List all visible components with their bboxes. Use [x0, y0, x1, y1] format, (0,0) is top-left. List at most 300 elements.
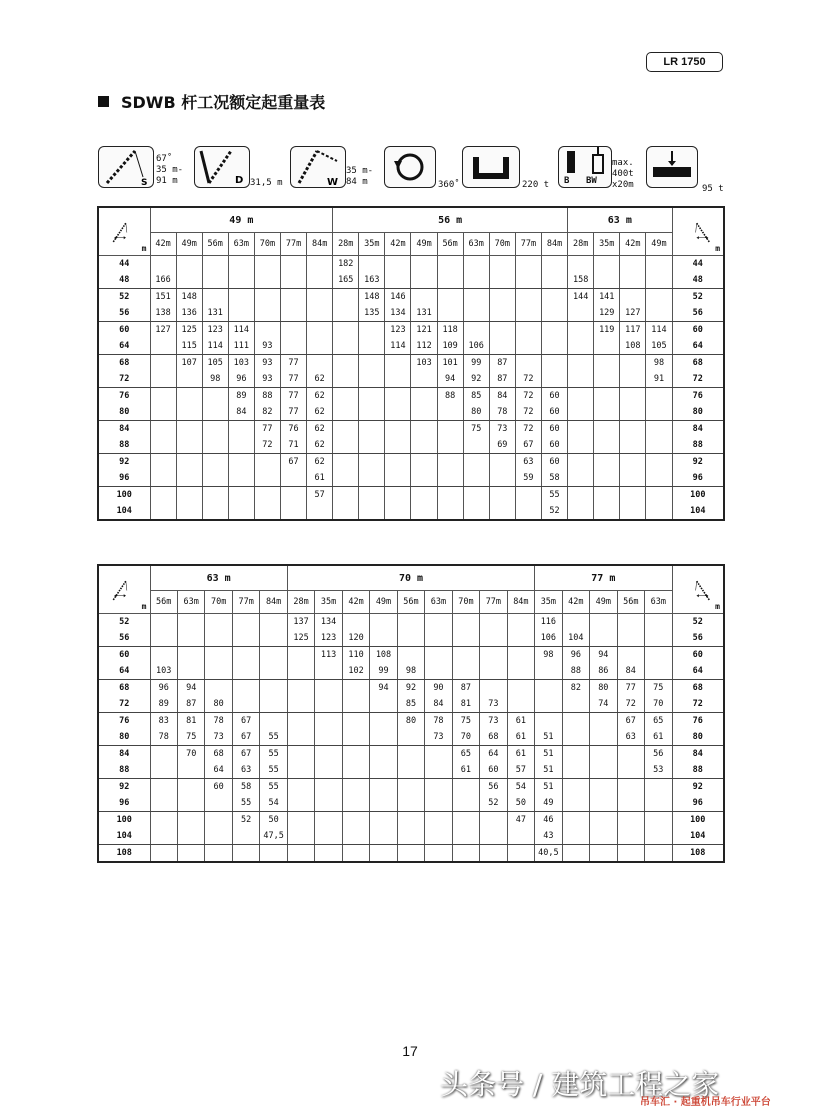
svg-text:S: S — [141, 178, 148, 187]
load-cell — [620, 272, 646, 289]
load-cell: 60 — [541, 437, 567, 454]
load-cell — [562, 845, 589, 863]
jib-length-header — [98, 233, 724, 256]
load-cell — [370, 614, 397, 631]
load-cell — [620, 256, 646, 273]
load-cell — [315, 729, 342, 746]
load-cell: 80 — [590, 680, 617, 697]
radius-label: 96 — [98, 470, 150, 487]
load-cell: 114 — [228, 322, 254, 339]
load-cell: 109 — [437, 338, 463, 355]
load-cell — [280, 487, 306, 504]
load-cell: 47,5 — [260, 828, 287, 845]
load-cell — [645, 630, 672, 647]
load-cell — [437, 289, 463, 306]
load-cell — [411, 404, 437, 421]
load-cell — [177, 845, 204, 863]
load-cell — [333, 289, 359, 306]
load-cell: 73 — [480, 696, 507, 713]
radius-label: 100 — [672, 487, 724, 504]
load-cell — [620, 487, 646, 504]
jib-length-col: 77m — [280, 233, 306, 256]
load-cell: 70 — [177, 746, 204, 763]
ballast-bw-label: BW — [586, 176, 597, 186]
load-cell — [333, 355, 359, 372]
load-cell — [437, 487, 463, 504]
load-cell: 72 — [515, 371, 541, 388]
load-cell — [260, 663, 287, 680]
radius-label: 104 — [98, 503, 150, 520]
load-cell: 146 — [385, 289, 411, 306]
load-cell — [463, 487, 489, 504]
load-cell — [397, 762, 424, 779]
load-cell — [568, 421, 594, 438]
load-cell — [507, 647, 535, 664]
load-cell — [150, 355, 176, 372]
load-cell — [646, 272, 672, 289]
radius-label: 60 — [98, 322, 150, 339]
load-cell — [617, 812, 644, 829]
load-cell — [594, 256, 620, 273]
load-cell — [205, 845, 232, 863]
load-cell: 114 — [385, 338, 411, 355]
jib-length-col: 70m — [205, 591, 232, 614]
load-cell: 158 — [568, 272, 594, 289]
load-cell — [176, 421, 202, 438]
load-cell — [452, 663, 479, 680]
load-cell — [620, 421, 646, 438]
load-cell — [594, 272, 620, 289]
load-cell: 125 — [287, 630, 314, 647]
load-cell: 99 — [370, 663, 397, 680]
slew-icon — [384, 146, 436, 188]
load-cell — [280, 503, 306, 520]
load-cell: 68 — [205, 746, 232, 763]
load-cell — [287, 680, 314, 697]
radius-label: 72 — [98, 371, 150, 388]
load-cell — [515, 305, 541, 322]
load-cell — [397, 614, 424, 631]
load-cell — [370, 812, 397, 829]
load-cell: 87 — [452, 680, 479, 697]
load-cell — [287, 828, 314, 845]
load-cell: 123 — [385, 322, 411, 339]
load-cell: 91 — [646, 371, 672, 388]
radius-label: 76 — [98, 713, 150, 730]
load-cell — [150, 795, 177, 812]
load-cell — [307, 256, 333, 273]
load-cell: 136 — [176, 305, 202, 322]
radius-label: 56 — [672, 630, 724, 647]
load-cell: 52 — [480, 795, 507, 812]
table-row — [98, 437, 724, 454]
jib-length-col: 84m — [541, 233, 567, 256]
load-cell — [590, 713, 617, 730]
load-cell — [411, 256, 437, 273]
unit-label: m — [141, 244, 147, 253]
load-cell — [150, 812, 177, 829]
radius-label: 76 — [98, 388, 150, 405]
load-cell: 87 — [489, 355, 515, 372]
load-cell — [620, 503, 646, 520]
load-cell — [342, 779, 369, 796]
boom-length-group: 63 m — [568, 207, 672, 233]
load-cell — [202, 272, 228, 289]
load-cell: 76 — [280, 421, 306, 438]
load-cell — [590, 614, 617, 631]
counterweight-icon — [462, 146, 520, 188]
load-cell — [620, 437, 646, 454]
load-cell — [437, 256, 463, 273]
load-cell — [397, 647, 424, 664]
load-cell — [411, 470, 437, 487]
table-row — [98, 762, 724, 779]
load-cell — [333, 371, 359, 388]
w-jib-icon — [290, 146, 346, 188]
load-cell — [568, 355, 594, 372]
load-cell: 51 — [535, 762, 562, 779]
load-cell: 89 — [150, 696, 177, 713]
load-cell: 83 — [150, 713, 177, 730]
load-cell — [228, 470, 254, 487]
d-derrick-icon — [194, 146, 250, 188]
jib-length-col: 63m — [228, 233, 254, 256]
load-cell: 67 — [515, 437, 541, 454]
load-cell — [176, 437, 202, 454]
load-cell: 134 — [385, 305, 411, 322]
load-cell: 55 — [232, 795, 259, 812]
load-cell — [411, 454, 437, 471]
load-cell: 73 — [205, 729, 232, 746]
load-cell — [452, 795, 479, 812]
load-cell: 67 — [280, 454, 306, 471]
load-cell — [590, 630, 617, 647]
load-cell — [515, 272, 541, 289]
load-cell — [385, 503, 411, 520]
load-cell — [385, 272, 411, 289]
load-cell — [425, 762, 452, 779]
load-cell: 64 — [480, 746, 507, 763]
load-cell — [425, 614, 452, 631]
jib-length-col: 28m — [287, 591, 314, 614]
radius-label: 52 — [98, 289, 150, 306]
load-cell — [307, 355, 333, 372]
load-cell — [315, 696, 342, 713]
table-row — [98, 503, 724, 520]
load-cell — [177, 762, 204, 779]
load-cell: 84 — [228, 404, 254, 421]
radius-label: 44 — [672, 256, 724, 273]
load-cell: 81 — [177, 713, 204, 730]
table-row — [98, 812, 724, 829]
radius-label: 52 — [672, 289, 724, 306]
load-cell: 92 — [463, 371, 489, 388]
radius-corner-icon — [672, 207, 724, 256]
load-cell — [176, 272, 202, 289]
load-cell — [177, 828, 204, 845]
load-cell — [315, 779, 342, 796]
load-cell — [385, 371, 411, 388]
page-title — [98, 90, 325, 113]
load-cell — [620, 371, 646, 388]
load-cell — [254, 503, 280, 520]
radius-label: 100 — [98, 487, 150, 504]
load-cell: 93 — [254, 355, 280, 372]
load-cell — [202, 421, 228, 438]
load-cell: 80 — [205, 696, 232, 713]
load-cell — [411, 289, 437, 306]
table-row — [98, 779, 724, 796]
load-cell: 103 — [150, 663, 177, 680]
load-cell — [333, 454, 359, 471]
load-cell — [228, 256, 254, 273]
load-cell — [228, 289, 254, 306]
load-cell — [150, 404, 176, 421]
load-cell — [385, 470, 411, 487]
load-cell — [176, 371, 202, 388]
load-table-1 — [97, 206, 725, 521]
svg-text:W: W — [327, 177, 339, 187]
load-cell — [590, 729, 617, 746]
load-cell — [515, 487, 541, 504]
load-cell: 96 — [562, 647, 589, 664]
load-cell — [260, 680, 287, 697]
load-cell: 78 — [489, 404, 515, 421]
load-cell — [176, 454, 202, 471]
load-cell — [150, 614, 177, 631]
load-cell: 102 — [342, 663, 369, 680]
load-cell — [463, 437, 489, 454]
boom-length-group: 77 m — [535, 565, 672, 591]
load-cell — [370, 630, 397, 647]
load-cell — [260, 713, 287, 730]
load-cell — [397, 729, 424, 746]
table-row — [98, 289, 724, 306]
radius-label: 104 — [672, 503, 724, 520]
load-cell: 84 — [425, 696, 452, 713]
load-cell: 119 — [594, 322, 620, 339]
load-cell — [562, 762, 589, 779]
load-cell — [568, 305, 594, 322]
table-row — [98, 470, 724, 487]
load-cell: 131 — [202, 305, 228, 322]
load-cell: 65 — [645, 713, 672, 730]
table-row — [98, 663, 724, 680]
radius-label: 68 — [672, 680, 724, 697]
load-cell: 67 — [232, 713, 259, 730]
radius-label: 72 — [98, 696, 150, 713]
table-row — [98, 647, 724, 664]
load-cell — [489, 503, 515, 520]
load-cell: 123 — [315, 630, 342, 647]
load-cell — [260, 696, 287, 713]
load-cell — [205, 663, 232, 680]
load-cell — [333, 322, 359, 339]
load-cell — [370, 729, 397, 746]
load-cell: 163 — [359, 272, 385, 289]
load-cell — [177, 663, 204, 680]
load-cell: 141 — [594, 289, 620, 306]
load-cell — [202, 404, 228, 421]
load-cell — [437, 454, 463, 471]
load-cell: 63 — [515, 454, 541, 471]
load-cell — [489, 487, 515, 504]
load-cell — [480, 647, 507, 664]
load-cell — [232, 630, 259, 647]
radius-label: 100 — [98, 812, 150, 829]
load-cell: 67 — [617, 713, 644, 730]
config-icons — [98, 146, 728, 194]
load-cell — [359, 256, 385, 273]
load-cell: 118 — [437, 322, 463, 339]
load-cell — [489, 256, 515, 273]
table-row — [98, 454, 724, 471]
load-cell — [150, 338, 176, 355]
load-cell — [568, 470, 594, 487]
load-cell: 94 — [590, 647, 617, 664]
load-cell: 112 — [411, 338, 437, 355]
load-cell: 56 — [645, 746, 672, 763]
load-cell: 110 — [342, 647, 369, 664]
load-cell: 127 — [620, 305, 646, 322]
load-cell — [228, 305, 254, 322]
load-cell — [425, 663, 452, 680]
load-cell — [176, 404, 202, 421]
load-cell — [594, 404, 620, 421]
load-cell — [562, 795, 589, 812]
load-cell: 94 — [437, 371, 463, 388]
load-cell — [150, 388, 176, 405]
jib-length-col: 49m — [411, 233, 437, 256]
load-cell — [333, 470, 359, 487]
load-cell — [370, 779, 397, 796]
page-number: 17 — [402, 1043, 418, 1059]
load-cell — [307, 272, 333, 289]
load-cell — [232, 696, 259, 713]
load-cell — [232, 680, 259, 697]
load-cell — [397, 845, 424, 863]
radius-label: 64 — [98, 663, 150, 680]
load-cell: 61 — [452, 762, 479, 779]
load-cell: 68 — [480, 729, 507, 746]
load-cell: 88 — [562, 663, 589, 680]
jib-length-col: 49m — [590, 591, 617, 614]
load-cell: 101 — [437, 355, 463, 372]
load-cell — [359, 322, 385, 339]
load-cell — [489, 305, 515, 322]
load-cell — [176, 487, 202, 504]
load-cell: 73 — [480, 713, 507, 730]
load-cell — [594, 355, 620, 372]
boom-length-group: 70 m — [287, 565, 534, 591]
load-cell — [617, 795, 644, 812]
load-cell: 53 — [645, 762, 672, 779]
load-cell: 89 — [228, 388, 254, 405]
load-cell: 137 — [287, 614, 314, 631]
radius-label: 56 — [98, 305, 150, 322]
load-cell — [411, 503, 437, 520]
radius-label: 68 — [672, 355, 724, 372]
load-cell — [287, 713, 314, 730]
table-row — [98, 696, 724, 713]
load-cell — [620, 355, 646, 372]
jib-length-col: 77m — [515, 233, 541, 256]
load-cell — [568, 454, 594, 471]
radius-label: 96 — [98, 795, 150, 812]
table-row — [98, 322, 724, 339]
load-cell: 107 — [176, 355, 202, 372]
load-cell: 127 — [150, 322, 176, 339]
load-cell — [568, 322, 594, 339]
load-cell — [150, 762, 177, 779]
load-cell: 96 — [228, 371, 254, 388]
load-cell — [287, 647, 314, 664]
load-cell — [205, 680, 232, 697]
load-cell: 61 — [307, 470, 333, 487]
radius-label: 56 — [672, 305, 724, 322]
load-cell — [205, 812, 232, 829]
load-cell — [594, 454, 620, 471]
load-cell: 82 — [562, 680, 589, 697]
load-cell: 129 — [594, 305, 620, 322]
load-cell — [594, 421, 620, 438]
load-cell — [594, 371, 620, 388]
load-cell — [254, 272, 280, 289]
load-cell: 94 — [177, 680, 204, 697]
load-cell — [359, 355, 385, 372]
load-cell: 51 — [535, 746, 562, 763]
radius-label: 60 — [672, 647, 724, 664]
load-cell: 61 — [507, 746, 535, 763]
radius-label: 100 — [672, 812, 724, 829]
table-row — [98, 795, 724, 812]
load-cell — [287, 663, 314, 680]
load-cell: 99 — [463, 355, 489, 372]
load-cell — [232, 663, 259, 680]
load-cell — [568, 404, 594, 421]
load-cell — [176, 503, 202, 520]
load-cell: 70 — [452, 729, 479, 746]
load-cell — [437, 437, 463, 454]
load-cell — [333, 487, 359, 504]
load-cell — [150, 437, 176, 454]
load-cell — [333, 421, 359, 438]
load-cell — [515, 503, 541, 520]
load-cell: 148 — [359, 289, 385, 306]
load-cell: 98 — [397, 663, 424, 680]
load-cell — [594, 338, 620, 355]
load-cell: 73 — [425, 729, 452, 746]
load-cell — [385, 437, 411, 454]
load-cell: 166 — [150, 272, 176, 289]
load-cell: 78 — [425, 713, 452, 730]
load-cell — [232, 614, 259, 631]
radius-label: 80 — [98, 404, 150, 421]
radius-label: 64 — [98, 338, 150, 355]
load-cell: 69 — [489, 437, 515, 454]
load-cell — [307, 503, 333, 520]
load-table-2 — [97, 564, 725, 863]
jib-length-col: 56m — [150, 591, 177, 614]
load-cell — [150, 470, 176, 487]
load-cell — [287, 795, 314, 812]
boom-length-group: 56 m — [333, 207, 568, 233]
load-cell — [507, 630, 535, 647]
load-cell — [620, 289, 646, 306]
load-cell — [359, 437, 385, 454]
load-cell — [307, 305, 333, 322]
load-cell — [397, 812, 424, 829]
